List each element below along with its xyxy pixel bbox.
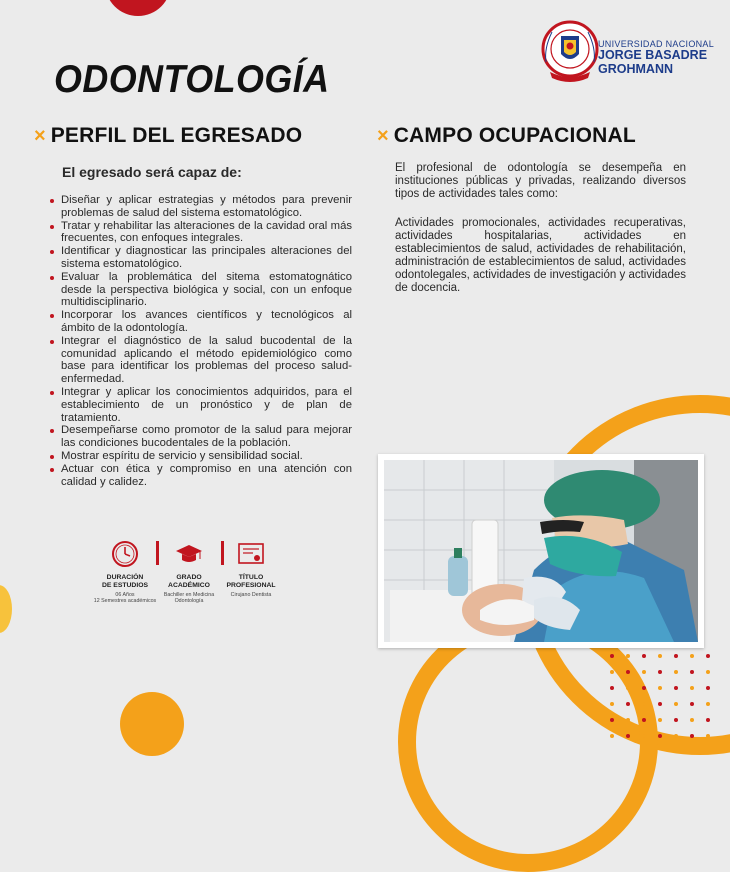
titulo-title-2: PROFESIONAL [226, 582, 276, 589]
university-name-line1: JORGE BASADRE [598, 48, 708, 63]
graduation-cap-icon [175, 540, 203, 568]
university-name [598, 40, 714, 76]
decor-dot [706, 702, 710, 706]
grado-title-2: ACADÉMICO [168, 582, 210, 589]
decor-dot [626, 718, 630, 722]
decor-dot [658, 702, 662, 706]
university-seal-icon [540, 18, 600, 88]
list-item: Identificar y diagnosticar las principales alteraciones del sistema estomatológico. [50, 245, 352, 271]
dentist-photo [384, 460, 698, 642]
list-item: Evaluar la problemática del sitema estomatognático desde la perspectiva biológica y social, con un enfoque multidisciplinario. [50, 271, 352, 309]
diploma-icon [237, 540, 265, 568]
decor-dot [626, 702, 630, 706]
list-item: Actuar con ética y compromiso en una atención con calidad y calidez. [50, 463, 352, 489]
decor-dot [706, 654, 710, 658]
decor-dot [642, 686, 646, 690]
perfil-heading: PERFIL DEL EGRESADO [50, 124, 303, 147]
decor-dot [674, 686, 678, 690]
perfil-list [50, 194, 352, 488]
grado-sub-1: Bachiller en Medicina [163, 592, 215, 598]
decor-dot [690, 670, 694, 674]
duracion-sub-1: 06 Años [115, 592, 135, 598]
decor-dot [642, 718, 646, 722]
decor-dot [610, 702, 614, 706]
campo-heading: CAMPO OCUPACIONAL [393, 124, 636, 147]
perfil-intro: El egresado será capaz de: [62, 164, 242, 180]
decor-dot [626, 734, 630, 738]
decor-dot [658, 654, 662, 658]
decor-red-circle [105, 0, 171, 16]
list-item: Incorporar los avances científicos y tecnológicos al ámbito de la odontología. [50, 309, 352, 335]
decor-orange-circle [120, 692, 184, 756]
campo-paragraph-1: El profesional de odontología se desempeña en instituciones públicas y privadas, realizando diversos tipos de actividades tales como: [395, 162, 686, 200]
decor-dot [610, 718, 614, 722]
duracion-sub-2: 12 Semestres académicos [93, 598, 157, 605]
grado-title-1: GRADO [176, 574, 202, 581]
university-name-line2: GROHMANN [598, 61, 673, 76]
list-item: Mostrar espíritu de servicio y sensibilidad social. [50, 450, 352, 463]
decor-dot [658, 734, 662, 738]
list-item: Desempeñarse como promotor de la salud para mejorar las condiciones bucodentales de la población. [50, 424, 352, 450]
clock-icon [111, 540, 139, 568]
university-name-small: UNIVERSIDAD NACIONAL [598, 39, 715, 49]
decor-dot [690, 734, 694, 738]
decor-dot [706, 686, 710, 690]
decor-dot [626, 670, 630, 674]
decor-dot [610, 734, 614, 738]
decor-dot [642, 654, 646, 658]
campo-paragraph-2: Actividades promocionales, actividades recuperativas, actividades hospitalarias, actividades en establecimientos de salud, actividades de rehabilitación, administración de establecimientos de salud, actividades odontolegales, actividades de investigación y actividades de docencia. [395, 217, 686, 294]
decor-dot [690, 718, 694, 722]
decor-dot [610, 654, 614, 658]
decor-dot [706, 734, 710, 738]
decor-dot [642, 670, 646, 674]
decor-dot [674, 734, 678, 738]
decor-dot [610, 670, 614, 674]
decor-dot [626, 686, 630, 690]
decor-dot [674, 718, 678, 722]
decor-dot [642, 734, 646, 738]
decor-dot [674, 670, 678, 674]
decor-dot [626, 654, 630, 658]
decor-dot [690, 654, 694, 658]
duracion-title-2: DE ESTUDIOS [101, 582, 149, 589]
campo-heading-row [377, 124, 636, 148]
info-titulo [206, 540, 296, 598]
cross-mark-icon: × [377, 125, 389, 147]
decor-dot [674, 702, 678, 706]
list-item: Diseñar y aplicar estrategias y métodos para prevenir problemas de salud del sistema estomatológico. [50, 194, 352, 220]
list-item: Integrar y aplicar los conocimientos adquiridos, para el establecimiento de un pronóstico y de plan de tratamiento. [50, 386, 352, 424]
titulo-sub-1: Cirujano Dentista [230, 592, 272, 598]
decor-dot [690, 686, 694, 690]
decor-orange-arc-bottom [398, 612, 658, 872]
decor-dot [674, 654, 678, 658]
titulo-title-1: TÍTULO [238, 574, 264, 581]
perfil-heading-row [34, 124, 302, 148]
decor-dot [690, 702, 694, 706]
decor-dot [610, 686, 614, 690]
cross-mark-icon: × [34, 125, 46, 147]
decor-yellow-circle [0, 585, 12, 633]
decor-dot [658, 670, 662, 674]
duracion-title-1: DURACIÓN [106, 574, 144, 581]
decor-dot [658, 686, 662, 690]
decor-dot [706, 718, 710, 722]
list-item: Tratar y rehabilitar las alteraciones de la cavidad oral más frecuentes, con enfoques integrales. [50, 220, 352, 246]
decor-dot [658, 718, 662, 722]
page-title: ODONTOLOGÍA [54, 58, 330, 101]
list-item: Integrar el diagnóstico de la salud bucodental de la comunidad aplicando el método epidemiológico como base para identificar los problemas del proceso salud-enfermedad. [50, 335, 352, 386]
grado-sub-2: Odontología [174, 598, 204, 605]
decor-dot [642, 702, 646, 706]
decor-dot [706, 670, 710, 674]
